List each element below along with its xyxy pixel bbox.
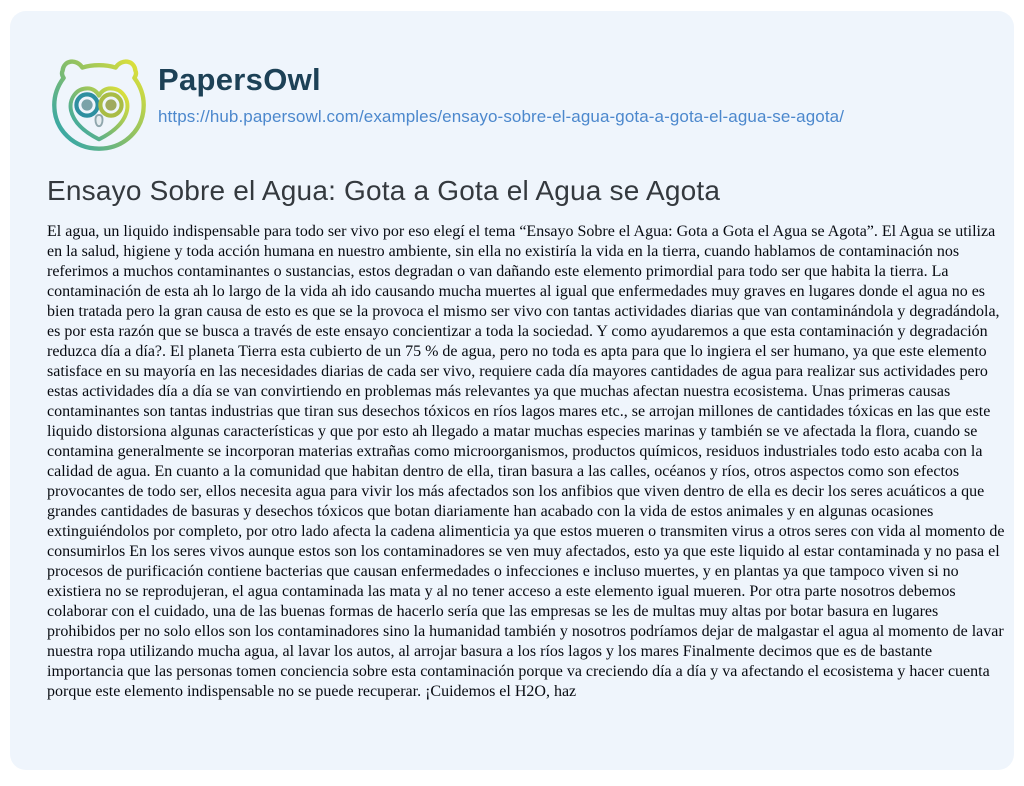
brand-name: PapersOwl <box>158 62 321 97</box>
brand-block <box>158 53 844 127</box>
page-title: Ensayo Sobre el Agua: Gota a Gota el Agua se Agota <box>47 175 721 206</box>
page-panel <box>10 11 1014 770</box>
page-url-link[interactable]: https://hub.papersowl.com/examples/ensayo-sobre-el-agua-gota-a-gota-el-agua-se-agota/ <box>158 107 845 127</box>
owl-icon <box>47 53 151 157</box>
papersowl-logo[interactable] <box>47 53 151 157</box>
essay-body-text: El agua, un liquido indispensable para todo ser vivo por eso elegí el tema “Ensayo Sobre el Agua: Gota a Gota el Agua se Agota”. El Agua se utiliza en la salud, higiene y toda acción humana en nuestro ambiente, sin ella no existiría la vida en la tierra, cuando hablamos de contaminación nos referimos a muchos contaminantes o sustancias, estos degradan o van dañando este elemento primordial para todo ser que habita la tierra. La contaminación de esta ah lo largo de la vida ah ido causando mucha muertes al igual que enfermedades muy graves en lugares donde el agua no es bien tratada pero la gran causa de esto es que se la provoca el mismo ser vivo con tantas actividades diarias que van contaminándola y degradándola, es por esta razón que se busca a través de este ensayo concientizar a toda la sociedad. Y como ayudaremos a que esta contaminación y degradación reduzca día a día?. El planeta Tierra esta cubierto de un 75 % de agua, pero no toda es apta para que lo ingiera el ser humano, ya que este elemento satisface en su mayoría en las necesidades diarias de cada ser vivo, requiere cada día mayores cantidades de agua para realizar sus actividades pero estas actividades día a día se van convirtiendo en problemas más relevantes ya que muchas afectan nuestra ecosistema. Unas primeras causas contaminantes son tantas industrias que tiran sus desechos tóxicos en ríos lagos mares etc., se arrojan millones de cantidades tóxicas en las que este liquido distorsiona algunas características y que por esto ah llegado a matar muchas especies marinas y también se ve afectada la flora, cuando se contamina generalmente se incorporan materias extrañas como microorganismos, productos químicos, residuos industriales todo esto acaba con la calidad de agua. En cuanto a la comunidad que habitan dentro de ella, tiran basura a las calles, océanos y ríos, otros aspectos como son efectos provocantes de todo ser, ellos necesita agua para vivir los más afectados son los anfibios que viven dentro de ella es decir los seres acuáticos a que grandes cantidades de basuras y desechos tóxicos que botan diariamente han acabado con la vida de estos animales y en algunas ocasiones extinguiéndolos por completo, por otro lado afecta la cadena alimenticia ya que estos mueren o transmiten virus a otros seres con vida al momento de consumirlos En los seres vivos aunque estos son los contaminadores se ven muy afectados, esto ya que este liquido al estar contaminada y no pasa el procesos de purificación contiene bacterias que causan enfermedades o infecciones e incluso muertes, y en plantas ya que tampoco viven si no existiera no se reprodujeran, el agua contaminada las mata y al no tener acceso a este elemento igual mueren. Por otra parte nosotros debemos colaborar con el cuidado, una de las buenas formas de hacerlo sería que las empresas se les de multas muy altas por botar basura en lugares prohibidos per no solo ellos son los contaminadores sino la humanidad también y nosotros podríamos dejar de malgastar el agua al momento de lavar nuestra ropa utilizando mucha agua, al lavar los autos, al arrojar basura a los ríos lagos y los mares Finalmente decimos que es de bastante importancia que las personas tomen conciencia sobre esta contaminación porque va creciendo día a día y va afectando el ecosistema y hacer cuenta porque este elemento indispensable no se puede recuperar. ¡Cuidemos el H2O, haz <box>47 223 1005 700</box>
site-header <box>47 53 1008 157</box>
